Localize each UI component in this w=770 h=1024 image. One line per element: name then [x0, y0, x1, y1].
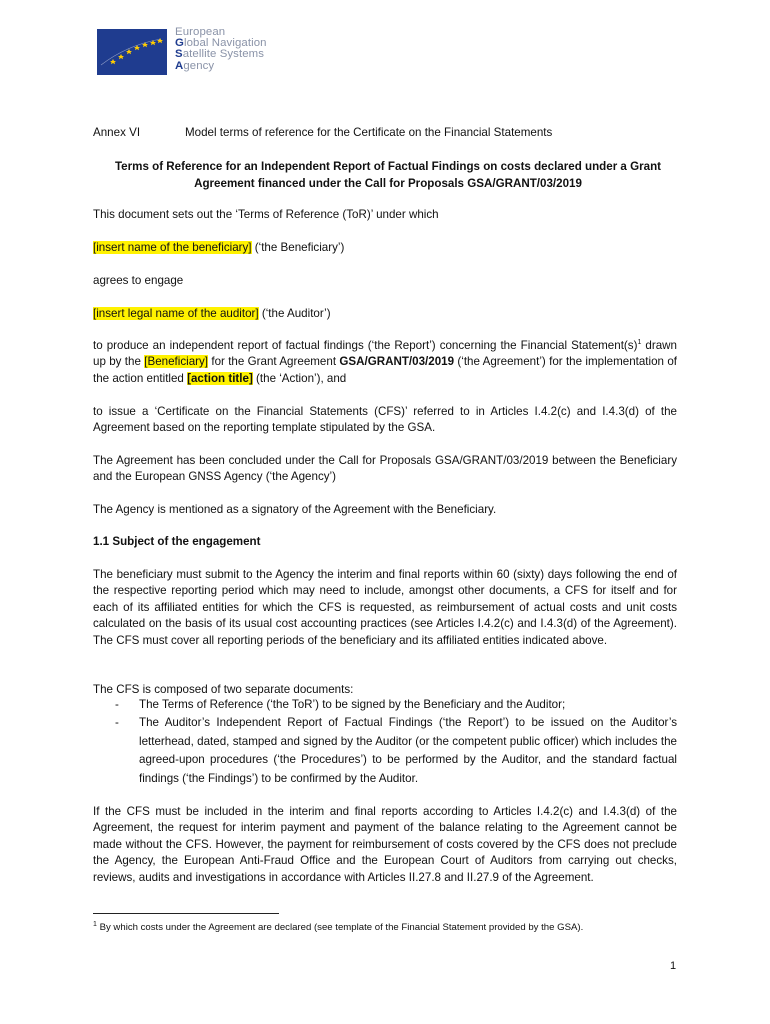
cfs-document-list [93, 696, 677, 788]
section-paragraph-2: If the CFS must be included in the interim and final reports according to Articles I.4.2(c) and I.4.3(d) of the Agreement, the request for interim payment and payment of the balance relating to the Agreement cannot be made without the CFS. However, the payment for reimbursement of costs covered by the CFS does not preclude the Agency, the European Anti-Fraud Office and the European Court of Auditors from carrying out checks, reviews, audits and investigations in accordance with Articles II.27.8 and II.27.9 of the Agreement. [93, 805, 677, 884]
list-dash: - [115, 716, 119, 730]
intro-paragraph: This document sets out the ‘Terms of Reference (ToR)’ under which [93, 208, 439, 221]
eu-flag-icon [97, 29, 167, 75]
action-title-highlight: [action title] [187, 371, 253, 385]
title-line-1: Terms of Reference for an Independent Report of Factual Findings on costs declared under a Grant [114, 160, 662, 173]
list-item [93, 714, 677, 788]
grant-reference: GSA/GRANT/03/2019 [339, 355, 455, 369]
annex-label: Annex VI [93, 126, 141, 139]
produce-text-5: (the ‘Action’), and [252, 371, 347, 385]
document-title [93, 158, 683, 192]
list-dash: - [115, 698, 119, 711]
list-item-text: The Terms of Reference (‘the ToR’) to be signed by the Beneficiary and the Auditor; [139, 698, 566, 711]
page-number: 1 [670, 960, 677, 972]
produce-text-1: to produce an independent report of factual findings (‘the Report’) concerning the Financial Statement(s) [93, 339, 638, 352]
beneficiary-placeholder: [insert name of the beneficiary] [93, 241, 252, 254]
auditor-line [93, 306, 677, 322]
concluded-paragraph: The Agreement has been concluded under the Call for Proposals GSA/GRANT/03/2019 between the Beneficiary and the European GNSS Agency (‘the Agency’) [93, 454, 677, 484]
logo-wordmark [175, 27, 267, 72]
produce-text-3: for the Grant Agreement [208, 355, 340, 369]
composed-paragraph: The CFS is composed of two separate documents: [93, 683, 354, 696]
logo-line-4: Agency [175, 59, 215, 72]
gsa-logo [97, 27, 297, 77]
beneficiary-line [93, 240, 677, 256]
footnote-ref: 1 [637, 339, 642, 347]
list-item [93, 696, 677, 714]
section-paragraph-1: The beneficiary must submit to the Agency the interim and final reports within 60 (sixty) days following the end of the respective reporting period which may need to include, amongst other documents, a CFS for itself and for each of its affiliated entities for which the CFS is requested, as reimbursement of actual costs and unit costs calculated on the basis of its usual cost accounting practices (see Articles I.4.2(c) and I.4.3(d) of the Agreement). The CFS must cover all reporting periods of the beneficiary and its affiliated entities indicated above. [93, 568, 677, 647]
section-heading: 1.1 Subject of the engagement [93, 535, 261, 548]
agrees-line: agrees to engage [93, 274, 184, 287]
produce-paragraph [93, 338, 677, 387]
footnote-text: By which costs under the Agreement are declared (see template of the Financial Statement provided by the GSA). [96, 922, 584, 933]
produce-text-2: drawn up by the [93, 339, 677, 369]
beneficiary-highlight: [Beneficiary] [144, 355, 209, 369]
list-item-text: The Auditor’s Independent Report of Factual Findings (‘the Report’) to be issued on the Auditor’s letterhead, dated, stamped and signed by the Auditor (or the competent public officer) which includes the agreed-upon procedures (‘the Procedures’) to be performed by the Auditor, and the standard factual findings (‘the Findings’) to be confirmed by the Auditor. [139, 716, 677, 785]
annex-heading [93, 126, 552, 139]
logo-line-2: Global Navigation [175, 37, 267, 50]
annex-text: Model terms of reference for the Certificate on the Financial Statements [185, 126, 553, 139]
footnote [93, 922, 583, 933]
logo-line-3: Satellite Systems [175, 48, 265, 61]
title-line-2: Agreement financed under the Call for Proposals GSA/GRANT/03/2019 [194, 177, 582, 190]
logo-line-1: European [175, 26, 226, 38]
footnote-mark: 1 [93, 920, 97, 928]
auditor-suffix: (‘the Auditor’) [258, 307, 331, 320]
signatory-paragraph: The Agency is mentioned as a signatory of the Agreement with the Beneficiary. [93, 503, 497, 516]
issue-paragraph: to issue a ‘Certificate on the Financial Statements (CFS)’ referred to in Articles I.4.2(c) and I.4.3(d) of the Agreement based on the reporting template stipulated by the GSA. [93, 405, 677, 435]
footnote-divider [93, 913, 279, 914]
produce-text-4: (‘the Agreement’) for the implementation of the action entitled [93, 355, 677, 385]
beneficiary-suffix: (‘the Beneficiary’) [251, 241, 345, 254]
auditor-placeholder: [insert legal name of the auditor] [93, 307, 259, 320]
